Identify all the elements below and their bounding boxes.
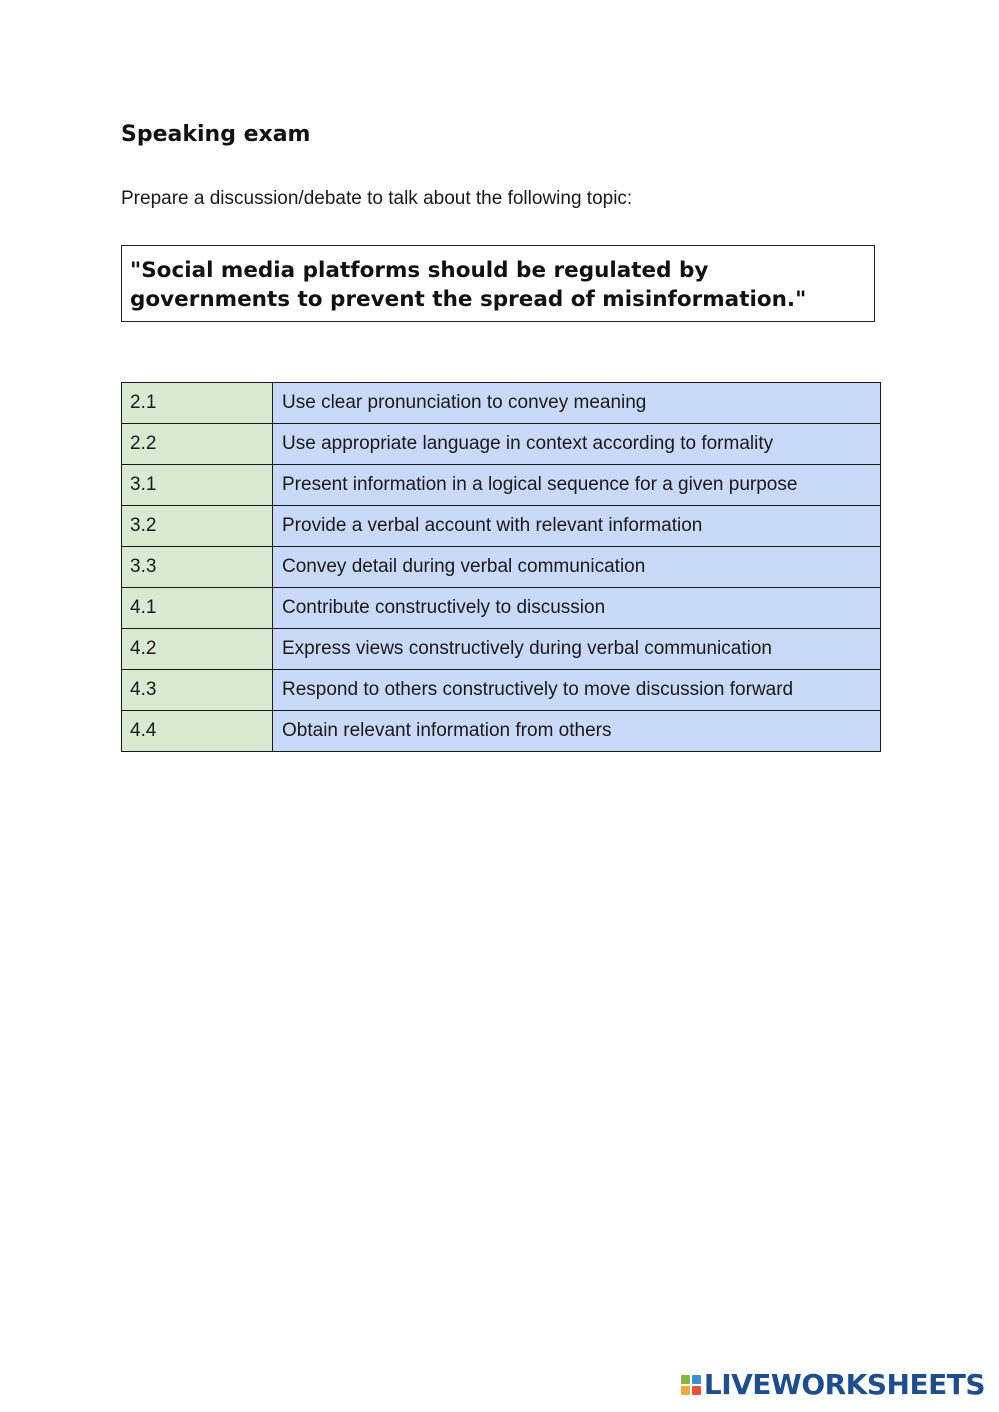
table-row xyxy=(122,711,881,752)
page-title: Speaking exam xyxy=(121,122,311,147)
criterion-description: Express views constructively during verbal communication xyxy=(273,629,881,670)
criterion-code: 2.1 xyxy=(122,383,273,424)
table-row xyxy=(122,547,881,588)
table-row xyxy=(122,588,881,629)
criterion-description: Convey detail during verbal communication xyxy=(273,547,881,588)
liveworksheets-logo xyxy=(681,1370,985,1400)
table-row xyxy=(122,424,881,465)
criterion-code: 2.2 xyxy=(122,424,273,465)
criterion-code: 3.3 xyxy=(122,547,273,588)
criterion-code: 3.1 xyxy=(122,465,273,506)
criterion-code: 4.1 xyxy=(122,588,273,629)
table-row xyxy=(122,670,881,711)
criterion-code: 4.2 xyxy=(122,629,273,670)
criterion-code: 3.2 xyxy=(122,506,273,547)
criterion-description: Obtain relevant information from others xyxy=(273,711,881,752)
criterion-code: 4.3 xyxy=(122,670,273,711)
criterion-description: Provide a verbal account with relevant information xyxy=(273,506,881,547)
criterion-description: Use appropriate language in context according to formality xyxy=(273,424,881,465)
topic-box xyxy=(121,245,875,322)
criterion-description: Use clear pronunciation to convey meaning xyxy=(273,383,881,424)
criterion-description: Contribute constructively to discussion xyxy=(273,588,881,629)
table-row xyxy=(122,465,881,506)
brand-name: LIVEWORKSHEETS xyxy=(703,1368,985,1401)
criterion-description: Respond to others constructively to move discussion forward xyxy=(273,670,881,711)
liveworksheets-logo-icon xyxy=(681,1375,701,1395)
criteria-table xyxy=(121,382,881,752)
table-row xyxy=(122,629,881,670)
instruction-text: Prepare a discussion/debate to talk about the following topic: xyxy=(121,188,633,209)
criterion-code: 4.4 xyxy=(122,711,273,752)
topic-statement: "Social media platforms should be regulated by governments to prevent the spread of misinformation." xyxy=(130,258,807,312)
table-row xyxy=(122,506,881,547)
criterion-description: Present information in a logical sequence for a given purpose xyxy=(273,465,881,506)
table-row xyxy=(122,383,881,424)
